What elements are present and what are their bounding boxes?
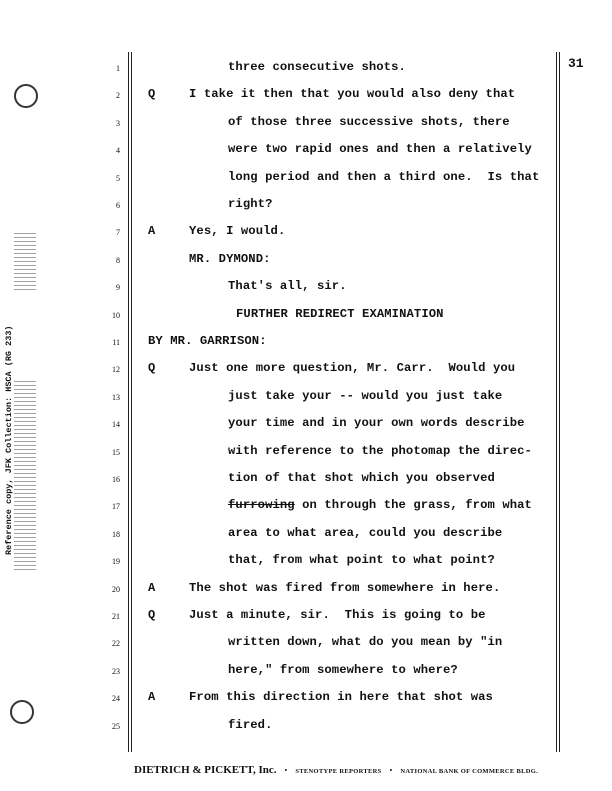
transcript-line	[0, 718, 612, 738]
transcript-line	[0, 553, 612, 573]
line-number: 16	[112, 475, 120, 484]
line-text: furrowing on through the grass, from what	[228, 498, 532, 513]
line-number: 10	[112, 310, 120, 320]
speaker-marker: A	[148, 580, 156, 595]
speaker-marker: A	[148, 690, 156, 705]
line-number: 15	[112, 447, 120, 457]
line-number: 7	[116, 228, 120, 238]
line-text: just take your -- would you just take	[228, 388, 503, 403]
line-number: 5	[116, 173, 120, 183]
line-text: written down, what do you mean by "in	[228, 635, 503, 650]
line-text: The shot was fired from somewhere in here.	[189, 580, 501, 595]
line-text: right?	[228, 197, 273, 211]
line-text: area to what area, could you describe	[228, 525, 503, 540]
footer-firm: DIETRICH & PICKETT, Inc.	[134, 764, 277, 776]
line-number: 24	[112, 694, 120, 704]
line-text: of those three successive shots, there	[228, 114, 510, 129]
speaker-marker: Q	[148, 87, 156, 102]
transcript-line	[0, 608, 612, 628]
line-number: 6	[116, 201, 120, 210]
line-text: From this direction in here that shot was	[189, 690, 493, 705]
transcript-line	[0, 307, 612, 327]
line-text: your time and in your own words describe	[228, 416, 525, 431]
line-text: FURTHER REDIRECT EXAMINATION	[236, 306, 444, 321]
line-text: I take it then that you would also deny that	[189, 87, 516, 102]
line-number: 4	[116, 146, 120, 156]
transcript-line	[0, 663, 612, 683]
transcript-line	[0, 389, 612, 409]
transcript-line	[0, 471, 612, 491]
line-text: three consecutive shots.	[228, 60, 406, 74]
transcript-line	[0, 279, 612, 299]
transcript-line	[0, 416, 612, 436]
line-number: 20	[112, 584, 120, 594]
struck-word: furrowing	[228, 498, 295, 513]
transcript-line	[0, 224, 612, 244]
line-number: 9	[116, 283, 120, 293]
line-number: 17	[112, 502, 120, 512]
transcript-line	[0, 87, 612, 107]
speaker-marker: Q	[148, 608, 156, 622]
transcript-line	[0, 252, 612, 272]
transcript-line	[0, 526, 612, 546]
line-text: BY MR. GARRISON:	[148, 334, 267, 348]
line-number: 19	[112, 557, 120, 567]
transcript-line	[0, 690, 612, 710]
line-number: 3	[116, 118, 120, 128]
page-number: 31	[568, 56, 584, 71]
line-text: with reference to the photomap the direc-	[228, 443, 532, 458]
line-text: Just a minute, sir. This is going to be	[189, 608, 486, 622]
line-text: that, from what point to what point?	[228, 553, 495, 568]
line-number: 12	[112, 365, 120, 375]
speaker-marker: Q	[148, 361, 156, 376]
transcript-line	[0, 635, 612, 655]
line-text: That's all, sir.	[228, 279, 347, 294]
transcript-line	[0, 142, 612, 162]
line-text: Yes, I would.	[189, 224, 286, 239]
line-number: 23	[112, 666, 120, 676]
footer-separator: •	[284, 766, 288, 775]
transcript-line	[0, 444, 612, 464]
line-text: tion of that shot which you observed	[228, 471, 495, 485]
footer-address: NATIONAL BANK OF COMMERCE BLDG.	[400, 768, 539, 775]
line-number: 1	[116, 64, 120, 73]
line-text: were two rapid ones and then a relatively	[228, 142, 532, 157]
footer-separator: •	[389, 766, 393, 775]
line-number: 8	[116, 255, 120, 265]
footer-service: STENOTYPE REPORTERS	[295, 768, 382, 775]
transcript-line	[0, 197, 612, 217]
line-text: Just one more question, Mr. Carr. Would you	[189, 361, 516, 376]
line-number: 25	[112, 721, 120, 731]
margin-stamp: Reference copy, JFK Collection: HSCA (RG 233)	[4, 325, 14, 555]
line-number: 21	[112, 612, 120, 621]
line-number: 14	[112, 420, 120, 430]
transcript-line	[0, 361, 612, 381]
line-number: 13	[112, 392, 120, 402]
line-number: 11	[112, 338, 120, 347]
line-text: fired.	[228, 717, 273, 732]
line-text: MR. DYMOND:	[189, 251, 271, 266]
transcript-line	[0, 60, 612, 80]
line-text: long period and then a third one. Is that	[228, 169, 540, 184]
footer	[134, 760, 538, 778]
line-text: here," from somewhere to where?	[228, 662, 458, 677]
transcript-line	[0, 581, 612, 601]
transcript-line	[0, 498, 612, 518]
line-number: 18	[112, 529, 120, 539]
transcript-line	[0, 115, 612, 135]
speaker-marker: A	[148, 224, 156, 239]
line-number: 22	[112, 639, 120, 649]
transcript-line	[0, 334, 612, 354]
transcript-line	[0, 170, 612, 190]
line-number: 2	[116, 91, 120, 101]
